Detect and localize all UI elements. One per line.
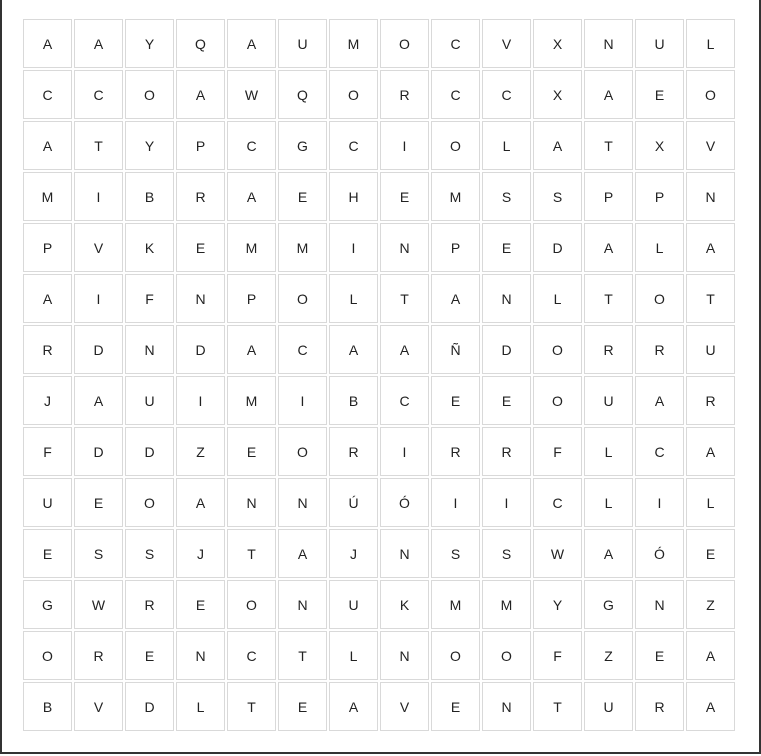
grid-cell-r3-c2[interactable]: T xyxy=(74,121,123,170)
grid-cell-r10-c12[interactable]: L xyxy=(584,478,633,527)
grid-cell-r9-c4[interactable]: Z xyxy=(176,427,225,476)
grid-cell-r4-c6[interactable]: E xyxy=(278,172,327,221)
grid-cell-r10-c8[interactable]: Ó xyxy=(380,478,429,527)
grid-cell-r4-c8[interactable]: E xyxy=(380,172,429,221)
grid-cell-r6-c13[interactable]: O xyxy=(635,274,684,323)
grid-cell-r3-c4[interactable]: P xyxy=(176,121,225,170)
grid-cell-r12-c1[interactable]: G xyxy=(23,580,72,629)
grid-cell-r10-c5[interactable]: N xyxy=(227,478,276,527)
grid-cell-r1-c2[interactable]: A xyxy=(74,19,123,68)
grid-cell-r2-c7[interactable]: O xyxy=(329,70,378,119)
grid-cell-r9-c11[interactable]: F xyxy=(533,427,582,476)
grid-cell-r8-c7[interactable]: B xyxy=(329,376,378,425)
grid-cell-r12-c10[interactable]: M xyxy=(482,580,531,629)
grid-cell-r13-c3[interactable]: E xyxy=(125,631,174,680)
grid-cell-r3-c9[interactable]: O xyxy=(431,121,480,170)
grid-cell-r2-c3[interactable]: O xyxy=(125,70,174,119)
grid-cell-r10-c11[interactable]: C xyxy=(533,478,582,527)
grid-cell-r8-c6[interactable]: I xyxy=(278,376,327,425)
grid-cell-r12-c14[interactable]: Z xyxy=(686,580,735,629)
grid-cell-r2-c12[interactable]: A xyxy=(584,70,633,119)
grid-cell-r9-c3[interactable]: D xyxy=(125,427,174,476)
grid-cell-r1-c5[interactable]: A xyxy=(227,19,276,68)
grid-cell-r6-c14[interactable]: T xyxy=(686,274,735,323)
grid-cell-r4-c13[interactable]: P xyxy=(635,172,684,221)
grid-cell-r12-c6[interactable]: N xyxy=(278,580,327,629)
grid-cell-r8-c2[interactable]: A xyxy=(74,376,123,425)
grid-cell-r13-c12[interactable]: Z xyxy=(584,631,633,680)
grid-cell-r7-c2[interactable]: D xyxy=(74,325,123,374)
grid-cell-r14-c7[interactable]: A xyxy=(329,682,378,731)
grid-cell-r11-c5[interactable]: T xyxy=(227,529,276,578)
grid-cell-r11-c7[interactable]: J xyxy=(329,529,378,578)
grid-cell-r13-c8[interactable]: N xyxy=(380,631,429,680)
grid-cell-r7-c9[interactable]: Ñ xyxy=(431,325,480,374)
grid-cell-r14-c9[interactable]: E xyxy=(431,682,480,731)
grid-cell-r13-c4[interactable]: N xyxy=(176,631,225,680)
grid-cell-r8-c4[interactable]: I xyxy=(176,376,225,425)
grid-cell-r10-c1[interactable]: U xyxy=(23,478,72,527)
grid-cell-r9-c6[interactable]: O xyxy=(278,427,327,476)
grid-cell-r5-c5[interactable]: M xyxy=(227,223,276,272)
grid-cell-r1-c1[interactable]: A xyxy=(23,19,72,68)
grid-cell-r1-c14[interactable]: L xyxy=(686,19,735,68)
grid-cell-r3-c12[interactable]: T xyxy=(584,121,633,170)
grid-cell-r6-c3[interactable]: F xyxy=(125,274,174,323)
grid-cell-r2-c14[interactable]: O xyxy=(686,70,735,119)
grid-cell-r13-c14[interactable]: A xyxy=(686,631,735,680)
grid-cell-r8-c13[interactable]: A xyxy=(635,376,684,425)
grid-cell-r1-c12[interactable]: N xyxy=(584,19,633,68)
grid-cell-r8-c3[interactable]: U xyxy=(125,376,174,425)
grid-cell-r6-c2[interactable]: I xyxy=(74,274,123,323)
grid-cell-r13-c10[interactable]: O xyxy=(482,631,531,680)
grid-cell-r3-c1[interactable]: A xyxy=(23,121,72,170)
grid-cell-r4-c14[interactable]: N xyxy=(686,172,735,221)
grid-cell-r9-c2[interactable]: D xyxy=(74,427,123,476)
grid-cell-r9-c8[interactable]: I xyxy=(380,427,429,476)
grid-cell-r4-c10[interactable]: S xyxy=(482,172,531,221)
grid-cell-r7-c1[interactable]: R xyxy=(23,325,72,374)
grid-cell-r1-c13[interactable]: U xyxy=(635,19,684,68)
grid-cell-r7-c6[interactable]: C xyxy=(278,325,327,374)
grid-cell-r6-c1[interactable]: A xyxy=(23,274,72,323)
grid-cell-r9-c13[interactable]: C xyxy=(635,427,684,476)
grid-cell-r5-c10[interactable]: E xyxy=(482,223,531,272)
grid-cell-r13-c2[interactable]: R xyxy=(74,631,123,680)
grid-cell-r14-c2[interactable]: V xyxy=(74,682,123,731)
grid-cell-r2-c2[interactable]: C xyxy=(74,70,123,119)
grid-cell-r8-c5[interactable]: M xyxy=(227,376,276,425)
grid-cell-r8-c12[interactable]: U xyxy=(584,376,633,425)
grid-cell-r13-c7[interactable]: L xyxy=(329,631,378,680)
grid-cell-r5-c7[interactable]: I xyxy=(329,223,378,272)
grid-cell-r12-c9[interactable]: M xyxy=(431,580,480,629)
grid-cell-r10-c7[interactable]: Ú xyxy=(329,478,378,527)
grid-cell-r3-c14[interactable]: V xyxy=(686,121,735,170)
grid-cell-r4-c5[interactable]: A xyxy=(227,172,276,221)
grid-cell-r2-c9[interactable]: C xyxy=(431,70,480,119)
grid-cell-r9-c7[interactable]: R xyxy=(329,427,378,476)
grid-cell-r10-c10[interactable]: I xyxy=(482,478,531,527)
grid-cell-r7-c14[interactable]: U xyxy=(686,325,735,374)
grid-cell-r5-c8[interactable]: N xyxy=(380,223,429,272)
grid-cell-r13-c11[interactable]: F xyxy=(533,631,582,680)
grid-cell-r9-c9[interactable]: R xyxy=(431,427,480,476)
grid-cell-r6-c5[interactable]: P xyxy=(227,274,276,323)
grid-cell-r12-c2[interactable]: W xyxy=(74,580,123,629)
grid-cell-r2-c11[interactable]: X xyxy=(533,70,582,119)
word-search-grid xyxy=(23,19,735,731)
grid-cell-r6-c4[interactable]: N xyxy=(176,274,225,323)
grid-cell-r10-c4[interactable]: A xyxy=(176,478,225,527)
grid-cell-r12-c11[interactable]: Y xyxy=(533,580,582,629)
grid-cell-r5-c11[interactable]: D xyxy=(533,223,582,272)
grid-cell-r8-c14[interactable]: R xyxy=(686,376,735,425)
grid-cell-r3-c8[interactable]: I xyxy=(380,121,429,170)
grid-cell-r7-c3[interactable]: N xyxy=(125,325,174,374)
grid-cell-r14-c13[interactable]: R xyxy=(635,682,684,731)
grid-cell-r13-c13[interactable]: E xyxy=(635,631,684,680)
grid-cell-r5-c9[interactable]: P xyxy=(431,223,480,272)
grid-cell-r1-c11[interactable]: X xyxy=(533,19,582,68)
grid-cell-r1-c6[interactable]: U xyxy=(278,19,327,68)
grid-cell-r14-c11[interactable]: T xyxy=(533,682,582,731)
grid-cell-r9-c14[interactable]: A xyxy=(686,427,735,476)
grid-cell-r12-c4[interactable]: E xyxy=(176,580,225,629)
grid-cell-r4-c7[interactable]: H xyxy=(329,172,378,221)
grid-cell-r5-c4[interactable]: E xyxy=(176,223,225,272)
grid-cell-r4-c12[interactable]: P xyxy=(584,172,633,221)
grid-cell-r8-c10[interactable]: E xyxy=(482,376,531,425)
grid-cell-r13-c6[interactable]: T xyxy=(278,631,327,680)
grid-cell-r6-c7[interactable]: L xyxy=(329,274,378,323)
grid-cell-r5-c3[interactable]: K xyxy=(125,223,174,272)
grid-cell-r11-c1[interactable]: E xyxy=(23,529,72,578)
grid-cell-r5-c2[interactable]: V xyxy=(74,223,123,272)
grid-cell-r6-c10[interactable]: N xyxy=(482,274,531,323)
grid-cell-r7-c8[interactable]: A xyxy=(380,325,429,374)
grid-cell-r3-c6[interactable]: G xyxy=(278,121,327,170)
grid-cell-r10-c9[interactable]: I xyxy=(431,478,480,527)
grid-cell-r2-c1[interactable]: C xyxy=(23,70,72,119)
grid-cell-r14-c4[interactable]: L xyxy=(176,682,225,731)
grid-cell-r1-c8[interactable]: O xyxy=(380,19,429,68)
grid-cell-r12-c5[interactable]: O xyxy=(227,580,276,629)
grid-cell-r6-c8[interactable]: T xyxy=(380,274,429,323)
grid-cell-r11-c9[interactable]: S xyxy=(431,529,480,578)
grid-cell-r3-c11[interactable]: A xyxy=(533,121,582,170)
grid-cell-r12-c13[interactable]: N xyxy=(635,580,684,629)
grid-cell-r14-c10[interactable]: N xyxy=(482,682,531,731)
grid-cell-r14-c6[interactable]: E xyxy=(278,682,327,731)
grid-cell-r11-c2[interactable]: S xyxy=(74,529,123,578)
grid-cell-r3-c5[interactable]: C xyxy=(227,121,276,170)
grid-cell-r4-c9[interactable]: M xyxy=(431,172,480,221)
grid-cell-r8-c9[interactable]: E xyxy=(431,376,480,425)
grid-cell-r7-c7[interactable]: A xyxy=(329,325,378,374)
grid-cell-r13-c9[interactable]: O xyxy=(431,631,480,680)
grid-cell-r6-c12[interactable]: T xyxy=(584,274,633,323)
grid-cell-r11-c8[interactable]: N xyxy=(380,529,429,578)
grid-cell-r7-c11[interactable]: O xyxy=(533,325,582,374)
grid-cell-r12-c3[interactable]: R xyxy=(125,580,174,629)
grid-cell-r7-c10[interactable]: D xyxy=(482,325,531,374)
grid-cell-r2-c6[interactable]: Q xyxy=(278,70,327,119)
grid-cell-r13-c5[interactable]: C xyxy=(227,631,276,680)
grid-cell-r7-c4[interactable]: D xyxy=(176,325,225,374)
grid-cell-r9-c1[interactable]: F xyxy=(23,427,72,476)
grid-cell-r1-c9[interactable]: C xyxy=(431,19,480,68)
grid-cell-r14-c8[interactable]: V xyxy=(380,682,429,731)
grid-cell-r7-c12[interactable]: R xyxy=(584,325,633,374)
grid-cell-r2-c10[interactable]: C xyxy=(482,70,531,119)
grid-cell-r11-c11[interactable]: W xyxy=(533,529,582,578)
grid-cell-r11-c10[interactable]: S xyxy=(482,529,531,578)
grid-cell-r14-c14[interactable]: A xyxy=(686,682,735,731)
grid-cell-r4-c11[interactable]: S xyxy=(533,172,582,221)
grid-cell-r4-c1[interactable]: M xyxy=(23,172,72,221)
grid-cell-r13-c1[interactable]: O xyxy=(23,631,72,680)
grid-cell-r12-c12[interactable]: G xyxy=(584,580,633,629)
grid-cell-r11-c3[interactable]: S xyxy=(125,529,174,578)
grid-cell-r5-c13[interactable]: L xyxy=(635,223,684,272)
grid-cell-r6-c9[interactable]: A xyxy=(431,274,480,323)
grid-cell-r12-c7[interactable]: U xyxy=(329,580,378,629)
grid-cell-r1-c10[interactable]: V xyxy=(482,19,531,68)
grid-cell-r2-c5[interactable]: W xyxy=(227,70,276,119)
grid-cell-r14-c12[interactable]: U xyxy=(584,682,633,731)
grid-cell-r8-c11[interactable]: O xyxy=(533,376,582,425)
grid-cell-r4-c2[interactable]: I xyxy=(74,172,123,221)
grid-cell-r8-c8[interactable]: C xyxy=(380,376,429,425)
grid-cell-r4-c4[interactable]: R xyxy=(176,172,225,221)
grid-cell-r7-c5[interactable]: A xyxy=(227,325,276,374)
grid-cell-r1-c3[interactable]: Y xyxy=(125,19,174,68)
grid-cell-r2-c8[interactable]: R xyxy=(380,70,429,119)
grid-cell-r11-c13[interactable]: Ó xyxy=(635,529,684,578)
grid-cell-r3-c3[interactable]: Y xyxy=(125,121,174,170)
grid-cell-r9-c12[interactable]: L xyxy=(584,427,633,476)
grid-cell-r2-c13[interactable]: E xyxy=(635,70,684,119)
grid-cell-r5-c6[interactable]: M xyxy=(278,223,327,272)
grid-cell-r3-c7[interactable]: C xyxy=(329,121,378,170)
grid-cell-r4-c3[interactable]: B xyxy=(125,172,174,221)
grid-cell-r11-c12[interactable]: A xyxy=(584,529,633,578)
grid-cell-r11-c14[interactable]: E xyxy=(686,529,735,578)
grid-cell-r6-c11[interactable]: L xyxy=(533,274,582,323)
grid-cell-r12-c8[interactable]: K xyxy=(380,580,429,629)
grid-cell-r9-c10[interactable]: R xyxy=(482,427,531,476)
grid-cell-r2-c4[interactable]: A xyxy=(176,70,225,119)
grid-cell-r1-c7[interactable]: M xyxy=(329,19,378,68)
grid-cell-r7-c13[interactable]: R xyxy=(635,325,684,374)
grid-cell-r10-c13[interactable]: I xyxy=(635,478,684,527)
grid-cell-r14-c3[interactable]: D xyxy=(125,682,174,731)
grid-cell-r10-c3[interactable]: O xyxy=(125,478,174,527)
grid-cell-r14-c1[interactable]: B xyxy=(23,682,72,731)
grid-cell-r10-c14[interactable]: L xyxy=(686,478,735,527)
grid-cell-r11-c6[interactable]: A xyxy=(278,529,327,578)
grid-cell-r1-c4[interactable]: Q xyxy=(176,19,225,68)
grid-cell-r6-c6[interactable]: O xyxy=(278,274,327,323)
grid-cell-r14-c5[interactable]: T xyxy=(227,682,276,731)
grid-cell-r9-c5[interactable]: E xyxy=(227,427,276,476)
grid-cell-r5-c14[interactable]: A xyxy=(686,223,735,272)
grid-cell-r3-c10[interactable]: L xyxy=(482,121,531,170)
grid-cell-r8-c1[interactable]: J xyxy=(23,376,72,425)
grid-cell-r11-c4[interactable]: J xyxy=(176,529,225,578)
grid-cell-r10-c6[interactable]: N xyxy=(278,478,327,527)
grid-cell-r5-c12[interactable]: A xyxy=(584,223,633,272)
grid-cell-r5-c1[interactable]: P xyxy=(23,223,72,272)
grid-cell-r3-c13[interactable]: X xyxy=(635,121,684,170)
grid-cell-r10-c2[interactable]: E xyxy=(74,478,123,527)
